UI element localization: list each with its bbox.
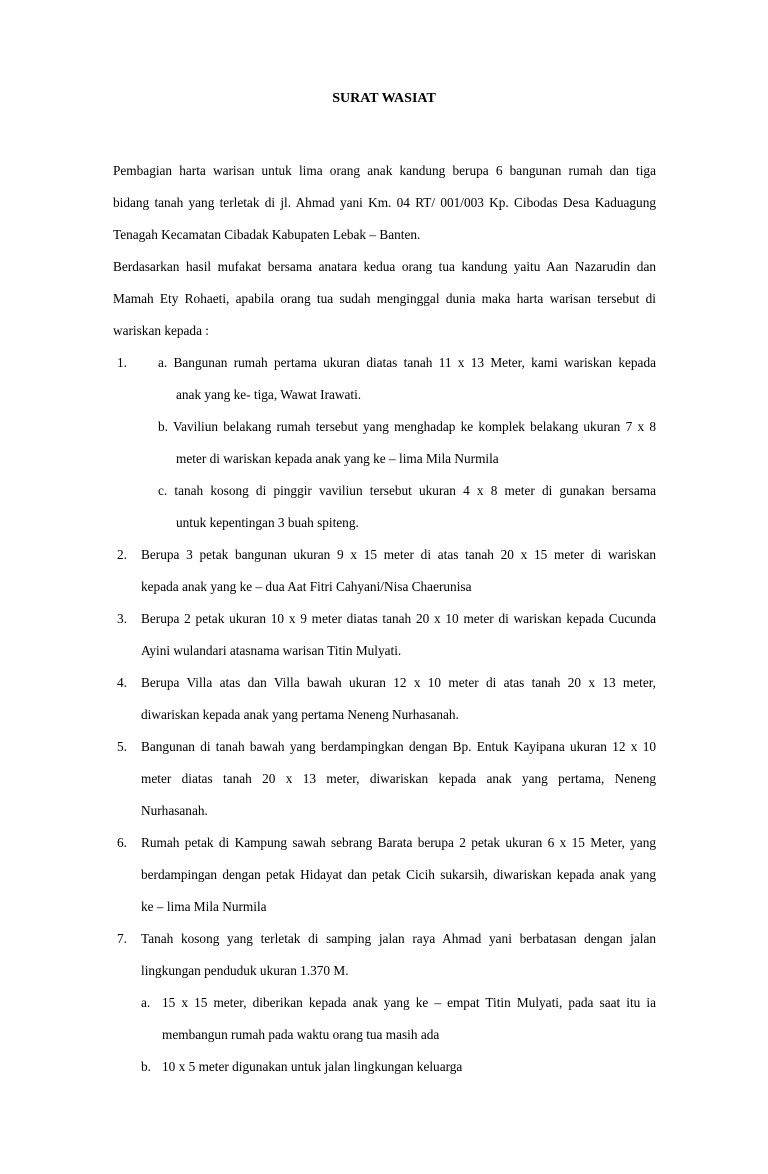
item-6-line-2: berdampingan dengan petak Hidayat dan petak Cicih sukarsih, diwariskan kepada anak yang xyxy=(141,867,656,882)
item-7-number: 7. xyxy=(117,931,127,946)
item-1b-line-1: b. Vaviliun belakang rumah tersebut yang menghadap ke komplek belakang ukuran 7 x 8 xyxy=(158,419,656,434)
intro-line-1: Pembagian harta warisan untuk lima orang anak kandung berupa 6 bangunan rumah dan tiga xyxy=(113,163,656,178)
item-7a-line-2: membangun rumah pada waktu orang tua masih ada xyxy=(162,1027,440,1042)
item-3-line-1: Berupa 2 petak ukuran 10 x 9 meter diatas tanah 20 x 10 meter di wariskan kepada Cucunda xyxy=(141,611,656,626)
item-4-number: 4. xyxy=(117,675,127,690)
item-1a-line-2: anak yang ke- tiga, Wawat Irawati. xyxy=(176,387,362,402)
basis-line-1: Berdasarkan hasil mufakat bersama anatara kedua orang tua kandung yaitu Aan Nazarudin dan xyxy=(113,259,656,274)
item-4-line-1: Berupa Villa atas dan Villa bawah ukuran 12 x 10 meter di atas tanah 20 x 13 meter, xyxy=(141,675,656,690)
item-1c-line-1: c. tanah kosong di pinggir vaviliun tersebut ukuran 4 x 8 meter di gunakan bersama xyxy=(158,483,656,498)
item-7b-marker: b. xyxy=(141,1059,151,1074)
document-title: SURAT WASIAT xyxy=(332,91,436,106)
item-7-line-2: lingkungan penduduk ukuran 1.370 M. xyxy=(141,963,349,978)
item-7-line-1: Tanah kosong yang terletak di samping jalan raya Ahmad yani berbatasan dengan jalan xyxy=(141,931,656,946)
item-2-line-1: Berupa 3 petak bangunan ukuran 9 x 15 meter di atas tanah 20 x 15 meter di wariskan xyxy=(141,547,656,562)
item-7a-line-1: 15 x 15 meter, diberikan kepada anak yang ke – empat Titin Mulyati, pada saat itu ia xyxy=(162,995,656,1010)
item-2-line-2: kepada anak yang ke – dua Aat Fitri Cahyani/Nisa Chaerunisa xyxy=(141,579,472,594)
item-4-line-2: diwariskan kepada anak yang pertama Neneng Nurhasanah. xyxy=(141,707,459,722)
item-3-line-2: Ayini wulandari atasnama warisan Titin Mulyati. xyxy=(141,643,402,658)
item-7b-line-1: 10 x 5 meter digunakan untuk jalan lingkungan keluarga xyxy=(162,1059,463,1074)
item-5-line-2: meter diatas tanah 20 x 13 meter, diwariskan kepada anak yang pertama, Neneng xyxy=(141,771,656,786)
item-6-line-1: Rumah petak di Kampung sawah sebrang Barata berupa 2 petak ukuran 6 x 15 Meter, yang xyxy=(141,835,656,850)
item-7a-marker: a. xyxy=(141,995,151,1010)
item-1a-line-1: a. Bangunan rumah pertama ukuran diatas tanah 11 x 13 Meter, kami wariskan kepada xyxy=(158,355,656,370)
item-1c-line-2: untuk kepentingan 3 buah spiteng. xyxy=(176,515,359,530)
item-3-number: 3. xyxy=(117,611,127,626)
basis-line-3: wariskan kepada : xyxy=(113,323,209,338)
item-6-number: 6. xyxy=(117,835,127,850)
intro-line-3: Tenagah Kecamatan Cibadak Kabupaten Lebak – Banten. xyxy=(113,227,421,242)
item-1b-line-2: meter di wariskan kepada anak yang ke – lima Mila Nurmila xyxy=(176,451,499,466)
item-1-number: 1. xyxy=(117,355,127,370)
item-5-line-1: Bangunan di tanah bawah yang berdampingkan dengan Bp. Entuk Kayipana ukuran 12 x 10 xyxy=(141,739,656,754)
item-2-number: 2. xyxy=(117,547,127,562)
basis-line-2: Mamah Ety Rohaeti, apabila orang tua sudah menginggal dunia maka harta warisan tersebut di xyxy=(113,291,656,306)
item-5-number: 5. xyxy=(117,739,127,754)
item-5-line-3: Nurhasanah. xyxy=(141,803,208,818)
item-6-line-3: ke – lima Mila Nurmila xyxy=(141,899,267,914)
intro-line-2: bidang tanah yang terletak di jl. Ahmad yani Km. 04 RT/ 001/003 Kp. Cibodas Desa Kaduagung xyxy=(113,195,656,210)
